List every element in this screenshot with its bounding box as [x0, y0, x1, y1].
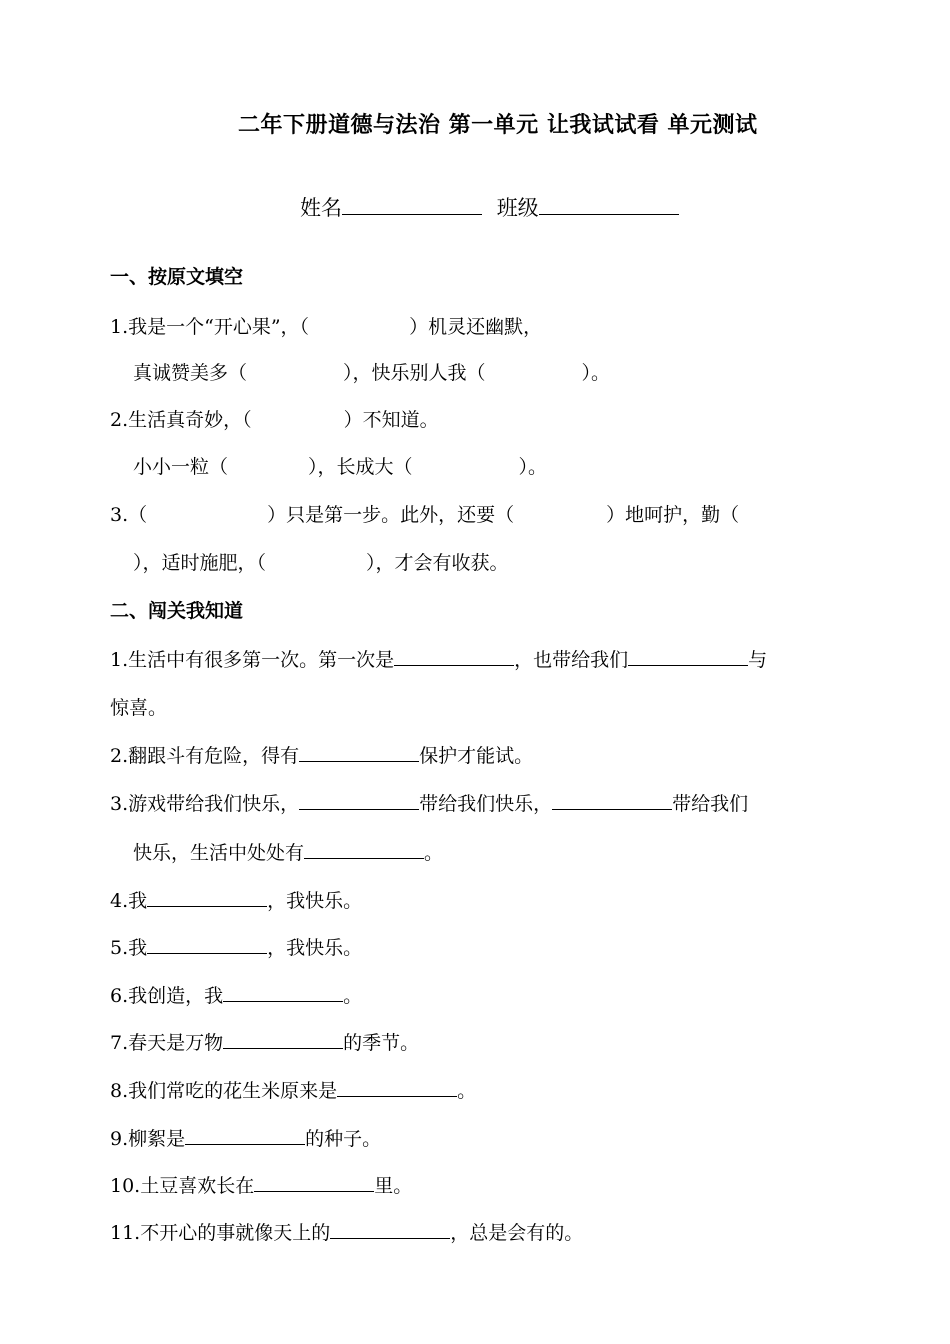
s2-q5: [110, 933, 362, 960]
fill-blank[interactable]: [628, 648, 748, 666]
text: 带给我们快乐，: [419, 793, 553, 815]
text: 。: [343, 985, 363, 1007]
text: 8.我们常吃的花生米原来是: [110, 1080, 338, 1102]
fill-blank[interactable]: [223, 984, 343, 1002]
s2-q11: [110, 1218, 583, 1245]
fill-blank[interactable]: [394, 648, 514, 666]
text: ），长成大（: [308, 456, 413, 478]
fill-blank[interactable]: [147, 889, 267, 907]
text: 快乐，生活中处处有: [133, 842, 305, 864]
fill-blank[interactable]: [304, 841, 424, 859]
class-blank[interactable]: [539, 194, 679, 215]
text: 里。: [374, 1175, 413, 1197]
text: 的季节。: [343, 1032, 420, 1054]
name-blank[interactable]: [342, 194, 482, 215]
s2-q3-line-b: [133, 838, 443, 865]
s2-q4: [110, 886, 362, 913]
s2-q3-line-a: [110, 789, 748, 816]
text: 2.生活真奇妙，（: [110, 409, 252, 431]
text: 1.生活中有很多第一次。第一次是: [110, 649, 395, 671]
text: ，我快乐。: [267, 937, 363, 959]
text: ，我快乐。: [267, 890, 363, 912]
s2-q1-line-b: 惊喜。: [110, 697, 168, 719]
text: 3.（: [110, 504, 148, 526]
text: 2.翻跟斗有危险，得有: [110, 745, 300, 767]
text: ，也带给我们: [514, 649, 629, 671]
text: 的种子。: [305, 1128, 382, 1150]
text: 1.我是一个“开心果”，（: [110, 316, 310, 338]
fill-blank[interactable]: [147, 936, 267, 954]
s2-q2: [110, 741, 533, 768]
text: ）地呵护，勤（: [606, 504, 740, 526]
name-label: 姓名: [300, 196, 342, 220]
s1-q3-line-a: [110, 500, 739, 527]
fill-blank[interactable]: [337, 1079, 457, 1097]
text: 10.土豆喜欢长在: [110, 1175, 255, 1197]
text: ），才会有收获。: [366, 552, 509, 574]
text: 3.游戏带给我们快乐，: [110, 793, 300, 815]
s2-q1-line-a: [110, 645, 767, 672]
text: 带给我们: [672, 793, 749, 815]
fill-blank[interactable]: [299, 744, 419, 762]
s1-q3-line-b: [133, 548, 509, 575]
text: 真诚赞美多（: [133, 362, 248, 384]
fill-blank[interactable]: [254, 1174, 374, 1192]
text: ），适时施肥，（: [133, 552, 267, 574]
text: 。: [457, 1080, 477, 1102]
s1-q1-line-b: [133, 358, 610, 385]
section-heading-2: 二、闯关我知道: [110, 600, 244, 622]
s1-q2-line-b: [133, 452, 547, 479]
text: ）不知道。: [343, 409, 439, 431]
text: 9.柳絮是: [110, 1128, 186, 1150]
s1-q2-line-a: [110, 405, 439, 432]
class-label: 班级: [496, 196, 539, 220]
text: 5.我: [110, 937, 148, 959]
text: 。: [424, 842, 444, 864]
student-info-row: [300, 192, 687, 222]
fill-blank[interactable]: [552, 792, 672, 810]
text: ）只是第一步。此外，还要（: [267, 504, 515, 526]
fill-blank[interactable]: [223, 1031, 343, 1049]
s2-q10: [110, 1171, 412, 1198]
text: ）机灵还幽默，: [409, 316, 543, 338]
fill-blank[interactable]: [185, 1127, 305, 1145]
text: ）。: [581, 362, 611, 384]
text: ），快乐别人我（: [343, 362, 486, 384]
s1-q1-line-a: [110, 312, 542, 339]
text: 保护才能试。: [419, 745, 534, 767]
text: 与: [748, 649, 768, 671]
text: ，总是会有的。: [450, 1222, 584, 1244]
s2-q9: [110, 1124, 381, 1151]
text: 11.不开心的事就像天上的: [110, 1222, 331, 1244]
s2-q8: [110, 1076, 476, 1103]
text: 小小一粒（: [133, 456, 229, 478]
text: 7.春天是万物: [110, 1032, 224, 1054]
s2-q7: [110, 1028, 419, 1055]
text: 4.我: [110, 890, 148, 912]
page-title: 二年下册道德与法治 第一单元 让我试试看 单元测试: [238, 113, 758, 138]
fill-blank[interactable]: [330, 1221, 450, 1239]
text: ）。: [518, 456, 548, 478]
s2-q6: [110, 981, 362, 1008]
fill-blank[interactable]: [299, 792, 419, 810]
text: 6.我创造，我: [110, 985, 224, 1007]
section-heading-1: 一、按原文填空: [110, 266, 244, 288]
